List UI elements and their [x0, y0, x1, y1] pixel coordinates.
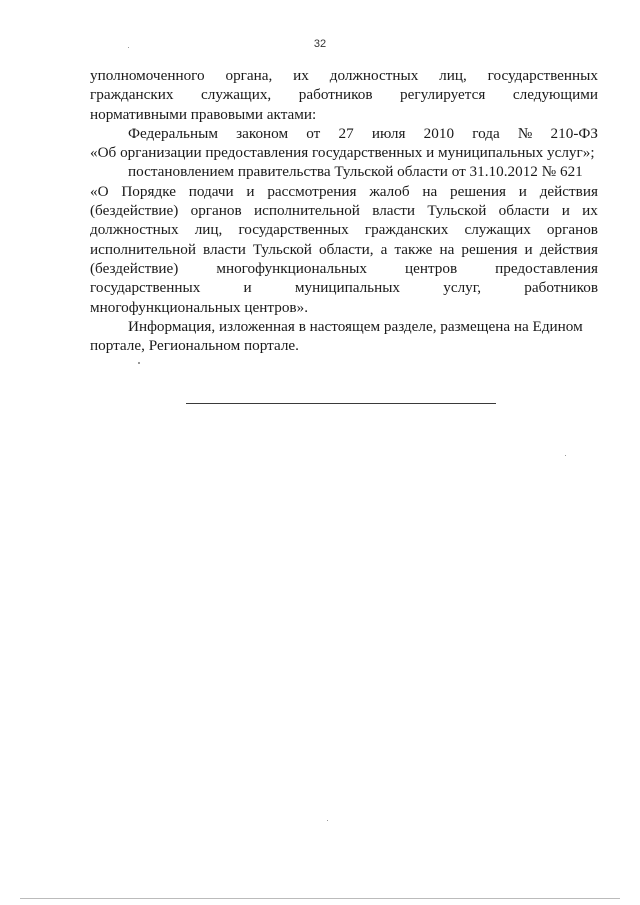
text-word: государственных [487, 67, 598, 84]
text-word: и [561, 202, 570, 220]
text-word: центров [404, 259, 458, 277]
text-word: гражданских [90, 86, 174, 104]
text-word: действия [539, 240, 598, 258]
text-word: власти [203, 240, 246, 258]
text-line [90, 182, 598, 201]
text-word: лиц, [439, 67, 467, 84]
text-word: постановлением правительства Тульской области от 31.10.2012 № 621 [128, 163, 583, 181]
scan-speck [565, 455, 566, 456]
text-word: «Об организации предоставления государственных и муниципальных услуг»; [90, 144, 595, 162]
text-word: государственных [90, 279, 201, 297]
text-word: Федеральным [128, 124, 218, 142]
text-word: предоставления [495, 259, 598, 277]
text-word: должностных [329, 67, 419, 84]
text-word: служащих, [201, 86, 272, 104]
text-word: должностных [90, 221, 179, 239]
text-word: области, [318, 240, 374, 258]
text-word: следующими [512, 86, 598, 104]
text-line [90, 298, 598, 317]
text-word: и [524, 240, 533, 258]
text-line [90, 201, 598, 220]
text-word: регулируется [400, 86, 486, 104]
text-line [90, 124, 598, 143]
text-word: Тульской [252, 240, 312, 258]
text-word: работников [298, 86, 373, 104]
text-word: органа, [225, 67, 273, 84]
text-word: а [380, 240, 388, 258]
text-line [90, 317, 598, 336]
text-word: (бездействие) [90, 259, 179, 277]
text-word: 27 [338, 124, 354, 142]
text-word: и [243, 279, 252, 297]
text-line [90, 105, 598, 124]
text-word: работников [524, 279, 598, 297]
text-word: 2010 [423, 124, 455, 142]
text-word: законом [236, 124, 289, 142]
page-number: 32 [313, 38, 327, 50]
text-word: (бездействие) [90, 202, 179, 220]
text-line [90, 278, 598, 297]
text-word: многофункциональных центров». [90, 298, 308, 316]
text-word: на [422, 182, 438, 200]
text-word: рассмотрения [267, 182, 357, 200]
text-line [90, 220, 598, 239]
text-word: и [246, 182, 255, 200]
text-word: года [472, 124, 500, 142]
text-word: власти [372, 202, 416, 220]
end-separator-line [186, 403, 496, 404]
text-word: «О [90, 182, 109, 200]
text-word: муниципальных [294, 279, 401, 297]
scan-speck [128, 47, 129, 48]
text-word: решения [450, 182, 507, 200]
text-word: действия [539, 182, 598, 200]
text-word: гражданских [364, 221, 449, 239]
text-word: служащих [464, 221, 531, 239]
text-line [90, 259, 598, 278]
text-word: исполнительной [90, 240, 196, 258]
text-word: решения [461, 240, 518, 258]
scan-edge-noise [20, 898, 620, 899]
text-word: и [518, 182, 527, 200]
text-line [90, 85, 598, 104]
text-word: лиц, [194, 221, 223, 239]
document-body [90, 66, 598, 355]
text-word: их [293, 67, 309, 84]
text-word: органов [546, 221, 598, 239]
text-word: области [498, 202, 550, 220]
scan-speck [327, 820, 328, 821]
text-word: 210-ФЗ [550, 124, 598, 142]
text-word: также [394, 240, 433, 258]
text-word: услуг, [443, 279, 482, 297]
text-word: исполнительной [253, 202, 360, 220]
text-word: порталe, Региональном портале. [90, 337, 299, 355]
text-word: уполномоченного [90, 67, 205, 84]
text-word: июля [371, 124, 406, 142]
text-word: Порядке [121, 182, 176, 200]
text-word: их [582, 202, 598, 220]
text-word: многофункциональных [216, 259, 367, 277]
text-word: № [517, 124, 533, 142]
text-word: Тульской [427, 202, 487, 220]
text-word: жалоб [369, 182, 410, 200]
text-word: Информация, изложенная в настоящем разделе, размещена на Едином [128, 317, 583, 335]
text-word: от [306, 124, 321, 142]
text-line [90, 162, 598, 181]
text-line [90, 240, 598, 259]
text-word: на [439, 240, 455, 258]
text-word: подачи [188, 182, 234, 200]
text-line [90, 66, 598, 85]
text-line [90, 336, 598, 355]
text-line [90, 143, 598, 162]
text-word: нормативными правовыми актами: [90, 105, 317, 123]
text-word: органов [190, 202, 242, 220]
text-word: государственных [238, 221, 349, 239]
scan-speck [138, 362, 140, 364]
